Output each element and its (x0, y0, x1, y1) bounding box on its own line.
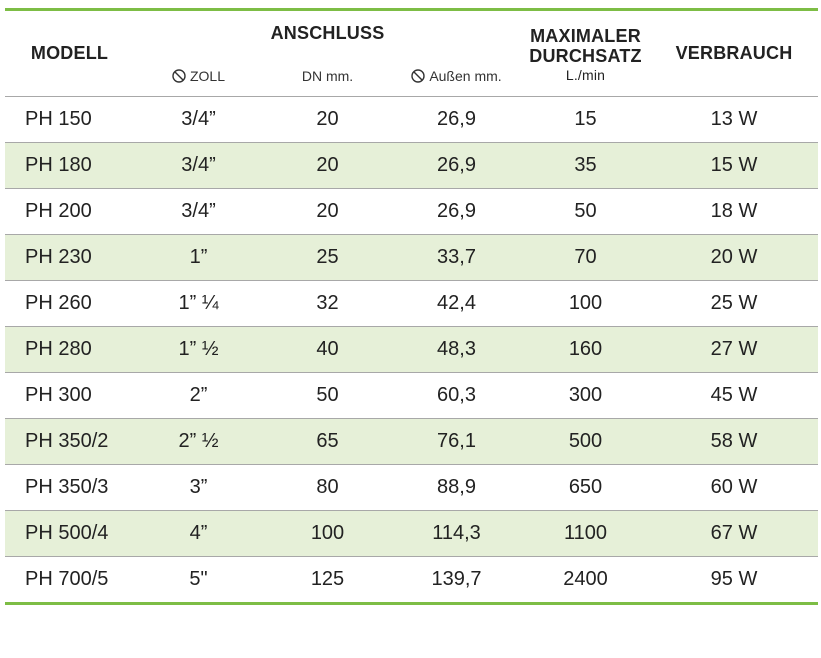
table-row (5, 511, 818, 557)
table-row (5, 281, 818, 327)
subheader-zoll (134, 56, 263, 97)
model-cell: PH 180 (5, 143, 134, 189)
max-flow-cell: 35 (521, 143, 650, 189)
verbrauch-cell: 45 W (650, 373, 818, 419)
zoll-cell: 1” ¼ (134, 281, 263, 327)
zoll-cell: 3/4” (134, 97, 263, 143)
model-cell: PH 350/3 (5, 465, 134, 511)
zoll-cell: 3” (134, 465, 263, 511)
model-cell: PH 150 (5, 97, 134, 143)
verbrauch-cell: 15 W (650, 143, 818, 189)
dn-cell: 80 (263, 465, 392, 511)
max-flow-cell: 70 (521, 235, 650, 281)
max-flow-cell: 50 (521, 189, 650, 235)
max-flow-cell: 2400 (521, 557, 650, 604)
aussen-cell: 26,9 (392, 189, 521, 235)
header-max-line1: MAXIMALER (530, 25, 641, 46)
aussen-cell: 60,3 (392, 373, 521, 419)
pump-spec-table (5, 8, 818, 605)
zoll-cell: 2” (134, 373, 263, 419)
zoll-cell: 1” (134, 235, 263, 281)
model-cell: PH 350/2 (5, 419, 134, 465)
subheader-aussen-label: Außen mm. (429, 68, 502, 84)
dn-cell: 125 (263, 557, 392, 604)
verbrauch-cell: 25 W (650, 281, 818, 327)
table-row (5, 97, 818, 143)
subheader-zoll-label: ZOLL (189, 68, 225, 84)
zoll-cell: 5" (134, 557, 263, 604)
header-anschluss: ANSCHLUSS (270, 23, 385, 43)
verbrauch-cell: 20 W (650, 235, 818, 281)
max-flow-cell: 15 (521, 97, 650, 143)
dn-cell: 20 (263, 97, 392, 143)
diameter-icon (172, 69, 186, 83)
aussen-cell: 33,7 (392, 235, 521, 281)
verbrauch-cell: 18 W (650, 189, 818, 235)
table-row (5, 419, 818, 465)
zoll-cell: 3/4” (134, 143, 263, 189)
zoll-cell: 4” (134, 511, 263, 557)
subheader-dn: DN mm. (301, 68, 354, 84)
dn-cell: 100 (263, 511, 392, 557)
model-cell: PH 300 (5, 373, 134, 419)
diameter-icon (411, 69, 425, 83)
aussen-cell: 76,1 (392, 419, 521, 465)
verbrauch-cell: 58 W (650, 419, 818, 465)
model-cell: PH 280 (5, 327, 134, 373)
max-flow-cell: 100 (521, 281, 650, 327)
verbrauch-cell: 67 W (650, 511, 818, 557)
aussen-cell: 48,3 (392, 327, 521, 373)
model-cell: PH 230 (5, 235, 134, 281)
header-model: MODELL (30, 43, 109, 63)
model-cell: PH 200 (5, 189, 134, 235)
header-max-unit: L./min (565, 66, 606, 83)
dn-cell: 25 (263, 235, 392, 281)
aussen-cell: 114,3 (392, 511, 521, 557)
table-row (5, 373, 818, 419)
verbrauch-cell: 95 W (650, 557, 818, 604)
table-row (5, 327, 818, 373)
zoll-cell: 2” ½ (134, 419, 263, 465)
zoll-cell: 1” ½ (134, 327, 263, 373)
table-row (5, 557, 818, 604)
table-row (5, 189, 818, 235)
table-row (5, 465, 818, 511)
model-cell: PH 500/4 (5, 511, 134, 557)
max-flow-cell: 1100 (521, 511, 650, 557)
model-cell: PH 260 (5, 281, 134, 327)
max-flow-cell: 300 (521, 373, 650, 419)
dn-cell: 20 (263, 189, 392, 235)
table-body (5, 97, 818, 604)
table-row (5, 143, 818, 189)
table-row (5, 235, 818, 281)
dn-cell: 65 (263, 419, 392, 465)
max-flow-cell: 650 (521, 465, 650, 511)
aussen-cell: 26,9 (392, 97, 521, 143)
max-flow-cell: 160 (521, 327, 650, 373)
dn-cell: 32 (263, 281, 392, 327)
verbrauch-cell: 13 W (650, 97, 818, 143)
verbrauch-cell: 60 W (650, 465, 818, 511)
aussen-cell: 42,4 (392, 281, 521, 327)
dn-cell: 40 (263, 327, 392, 373)
aussen-cell: 139,7 (392, 557, 521, 604)
zoll-cell: 3/4” (134, 189, 263, 235)
subheader-aussen (392, 56, 521, 97)
header-verbrauch: VERBRAUCH (675, 43, 793, 63)
verbrauch-cell: 27 W (650, 327, 818, 373)
dn-cell: 20 (263, 143, 392, 189)
header-max-flow (521, 10, 650, 97)
max-flow-cell: 500 (521, 419, 650, 465)
aussen-cell: 88,9 (392, 465, 521, 511)
aussen-cell: 26,9 (392, 143, 521, 189)
header-max-line2: DURCHSATZ (529, 45, 642, 66)
dn-cell: 50 (263, 373, 392, 419)
model-cell: PH 700/5 (5, 557, 134, 604)
